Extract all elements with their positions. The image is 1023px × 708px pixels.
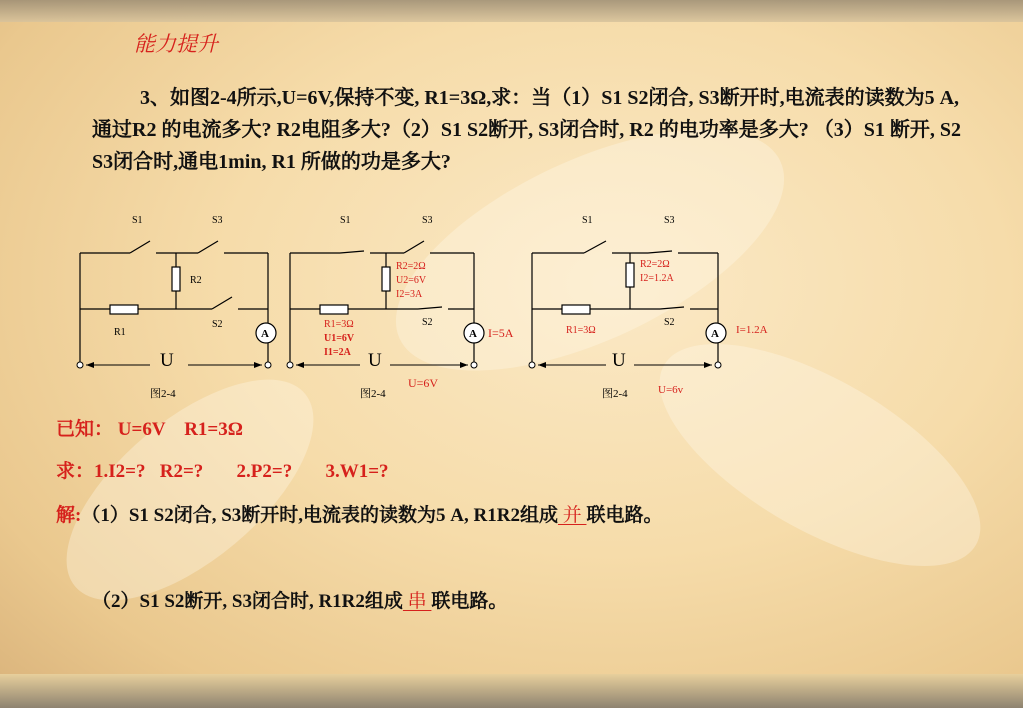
s1-label: S1 (340, 215, 351, 226)
i2-value-label: I2=1.2A (640, 273, 674, 284)
s2-label: S2 (212, 319, 223, 330)
figure-caption: 图2-4 (360, 388, 386, 400)
voltage-value-label: U=6V (408, 376, 439, 390)
figure-caption: 图2-4 (150, 388, 176, 400)
s3-label: S3 (664, 215, 675, 226)
u1-value-label: U1=6V (324, 333, 355, 344)
s3-label: S3 (422, 215, 433, 226)
answer-blank-parallel: 并 (557, 505, 587, 526)
s1-label: S1 (132, 215, 143, 226)
ask-label: 求： (56, 461, 95, 482)
ask-values: 1.I2=? R2=? 2.P2=? 3.W1=? (94, 461, 389, 482)
solution-part2-text: （2）S1 S2断开, S3闭合时, R1R2组成 (92, 591, 403, 612)
top-band (0, 0, 1023, 22)
problem-text: 如图2-4所示,U=6V,保持不变, R1=3Ω,求：当（1）S1 S2闭合, S3断开时,电流表的读数为5 A,通过R2 的电流多大? R2电阻多大?（2）S1 S2断开, S3闭合时, R2 的电功率是多大? （3）S1 断开, S2 S3闭合时,通电1min, R1 所做的功是多大? (92, 87, 961, 173)
current-value-label: I=5A (488, 326, 514, 340)
s3-label: S3 (212, 215, 223, 226)
problem-statement (92, 82, 962, 178)
r1-value-label: R1=3Ω (566, 325, 596, 336)
s2-label: S2 (422, 317, 433, 328)
figure-caption: 图2-4 (602, 388, 628, 400)
i2-value-label: I2=3A (396, 289, 423, 300)
solution-part1-text: （1）S1 S2闭合, S3断开时,电流表的读数为5 A, R1R2组成 (81, 505, 558, 526)
voltage-label: U (160, 350, 174, 371)
circuit-figure-1 (70, 205, 290, 405)
solution-label: 解: (56, 505, 82, 526)
current-value-label: I=1.2A (736, 324, 768, 336)
r2-value-label: R2=2Ω (396, 261, 426, 272)
ammeter-label: A (711, 328, 719, 340)
voltage-label: U (368, 350, 382, 371)
known-values: U=6V R1=3Ω (117, 419, 243, 440)
solution-part1 (56, 500, 662, 527)
known-line (56, 414, 243, 441)
ask-line (56, 456, 389, 483)
s2-label: S2 (664, 317, 675, 328)
solution-part2-end: 联电路。 (431, 591, 508, 612)
bottom-band (0, 674, 1023, 708)
i1-value-label: I1=2A (324, 347, 351, 358)
voltage-value-label: U=6v (658, 384, 684, 396)
r1-label: R1 (114, 327, 126, 338)
problem-number: 3、 (140, 87, 170, 109)
r2-label: R2 (190, 275, 202, 286)
voltage-label: U (612, 350, 626, 371)
u2-value-label: U2=6V (396, 275, 427, 286)
slide-heading: 能力提升 (134, 33, 218, 56)
s1-label: S1 (582, 215, 593, 226)
circuit-figure-2 (280, 205, 530, 405)
ammeter-label: A (261, 328, 269, 340)
ammeter-label: A (469, 328, 477, 340)
circuit-figure-3 (520, 205, 800, 405)
r1-value-label: R1=3Ω (324, 319, 354, 330)
known-label: 已知： (56, 419, 114, 440)
r2-value-label: R2=2Ω (640, 259, 670, 270)
solution-part1-end: 联电路。 (586, 505, 663, 526)
answer-blank-series: 串 (402, 591, 432, 612)
solution-part2 (92, 586, 507, 613)
